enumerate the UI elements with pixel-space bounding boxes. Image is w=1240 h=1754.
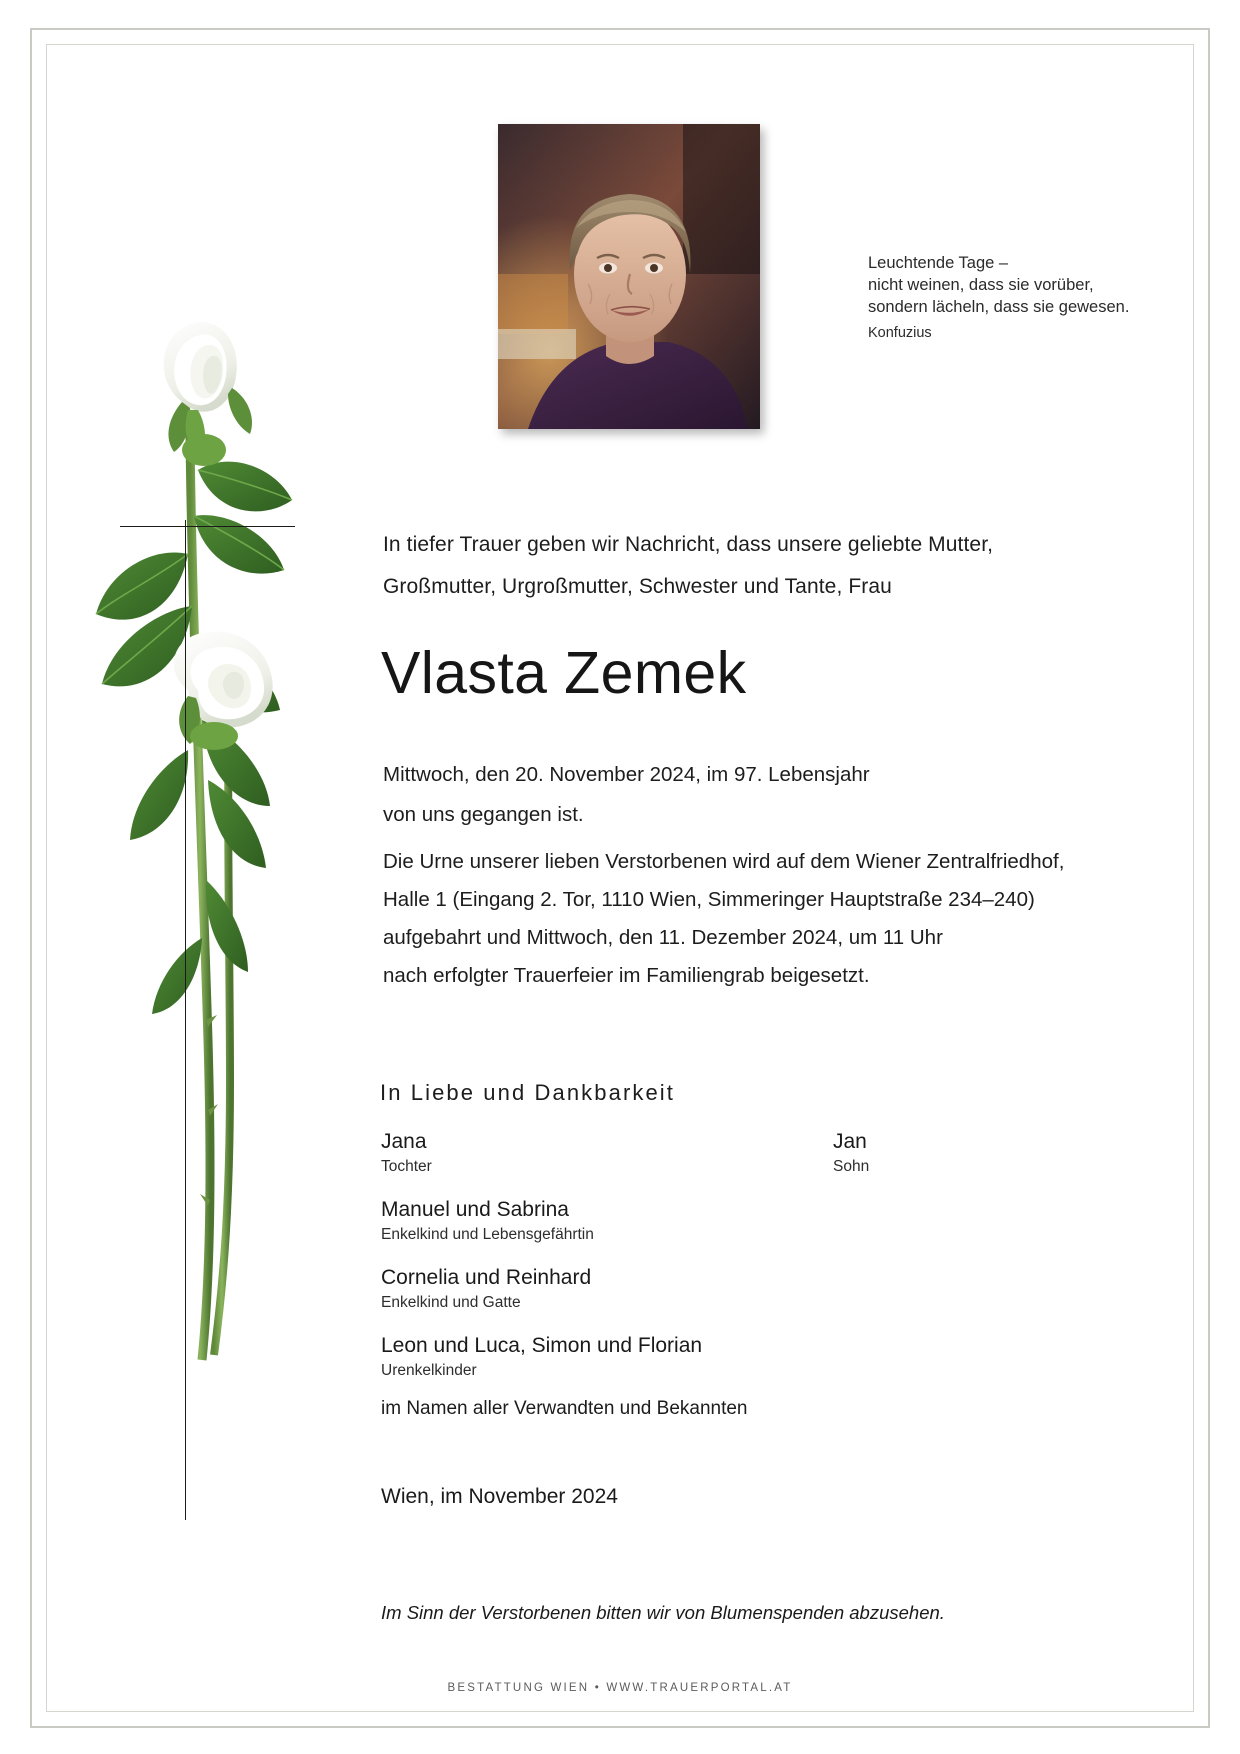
funeral-line-4: nach erfolgter Trauerfeier im Familiengrab beigesetzt. — [383, 964, 870, 987]
funeral-line-1: Die Urne unserer lieben Verstorbenen wird auf dem Wiener Zentralfriedhof, — [383, 850, 1065, 873]
family-row — [381, 1196, 1081, 1246]
family-relation-right: Sohn — [833, 1158, 870, 1175]
quote-line-1: Leuchtende Tage – — [868, 254, 1009, 272]
portrait-image — [498, 124, 760, 429]
funeral-line-2: Halle 1 (Eingang 2. Tor, 1110 Wien, Simmeringer Hauptstraße 234–240) — [383, 888, 1035, 911]
family-relation: Tochter — [381, 1158, 432, 1175]
family-row — [381, 1332, 1081, 1382]
family-names: Cornelia und Reinhard — [381, 1266, 592, 1289]
quote-author: Konfuzius — [868, 325, 932, 341]
cross-horizontal-line — [120, 526, 295, 527]
family-names: Jana — [381, 1130, 427, 1153]
intro-text — [383, 528, 1143, 612]
quote-line-3: sondern lächeln, dass sie gewesen. — [868, 298, 1130, 316]
family-row — [381, 1128, 1081, 1178]
intro-line-1: In tiefer Trauer geben wir Nachricht, dass unsere geliebte Mutter, — [383, 533, 994, 556]
city-and-date: Wien, im November 2024 — [381, 1485, 618, 1508]
funeral-details-text — [383, 845, 1143, 997]
family-names: Leon und Luca, Simon und Florian — [381, 1334, 703, 1357]
death-line-1: Mittwoch, den 20. November 2024, im 97. Lebensjahr — [383, 763, 870, 786]
family-relation: Enkelkind und Gatte — [381, 1294, 521, 1311]
portrait-photo — [498, 124, 760, 429]
rose-and-cross-illustration — [80, 320, 370, 1420]
thanks-heading: In Liebe und Dankbarkeit — [380, 1080, 676, 1105]
family-list — [381, 1128, 1081, 1400]
cross-vertical-line — [185, 520, 186, 1520]
family-names: Manuel und Sabrina — [381, 1198, 569, 1221]
death-date-text — [383, 758, 1143, 838]
funeral-line-3: aufgebahrt und Mittwoch, den 11. Dezember 2024, um 11 Uhr — [383, 926, 943, 949]
roses-graphic — [80, 320, 370, 1420]
memorial-quote — [868, 252, 1198, 344]
family-names-right: Jan — [833, 1130, 867, 1153]
quote-line-2: nicht weinen, dass sie vorüber, — [868, 276, 1094, 294]
death-line-2: von uns gegangen ist. — [383, 803, 584, 826]
no-flowers-note: Im Sinn der Verstorbenen bitten wir von Blumenspenden abzusehen. — [381, 1602, 945, 1623]
all-relatives-text: im Namen aller Verwandten und Bekannten — [381, 1398, 748, 1419]
intro-line-2: Großmutter, Urgroßmutter, Schwester und Tante, Frau — [383, 575, 892, 598]
family-relation: Urenkelkinder — [381, 1362, 477, 1379]
deceased-name: Vlasta Zemek — [381, 640, 747, 706]
family-entry-right — [833, 1128, 869, 1178]
family-row — [381, 1264, 1081, 1314]
footer-credit: BESTATTUNG WIEN • WWW.TRAUERPORTAL.AT — [447, 1682, 793, 1694]
family-relation: Enkelkind und Lebensgefährtin — [381, 1226, 594, 1243]
